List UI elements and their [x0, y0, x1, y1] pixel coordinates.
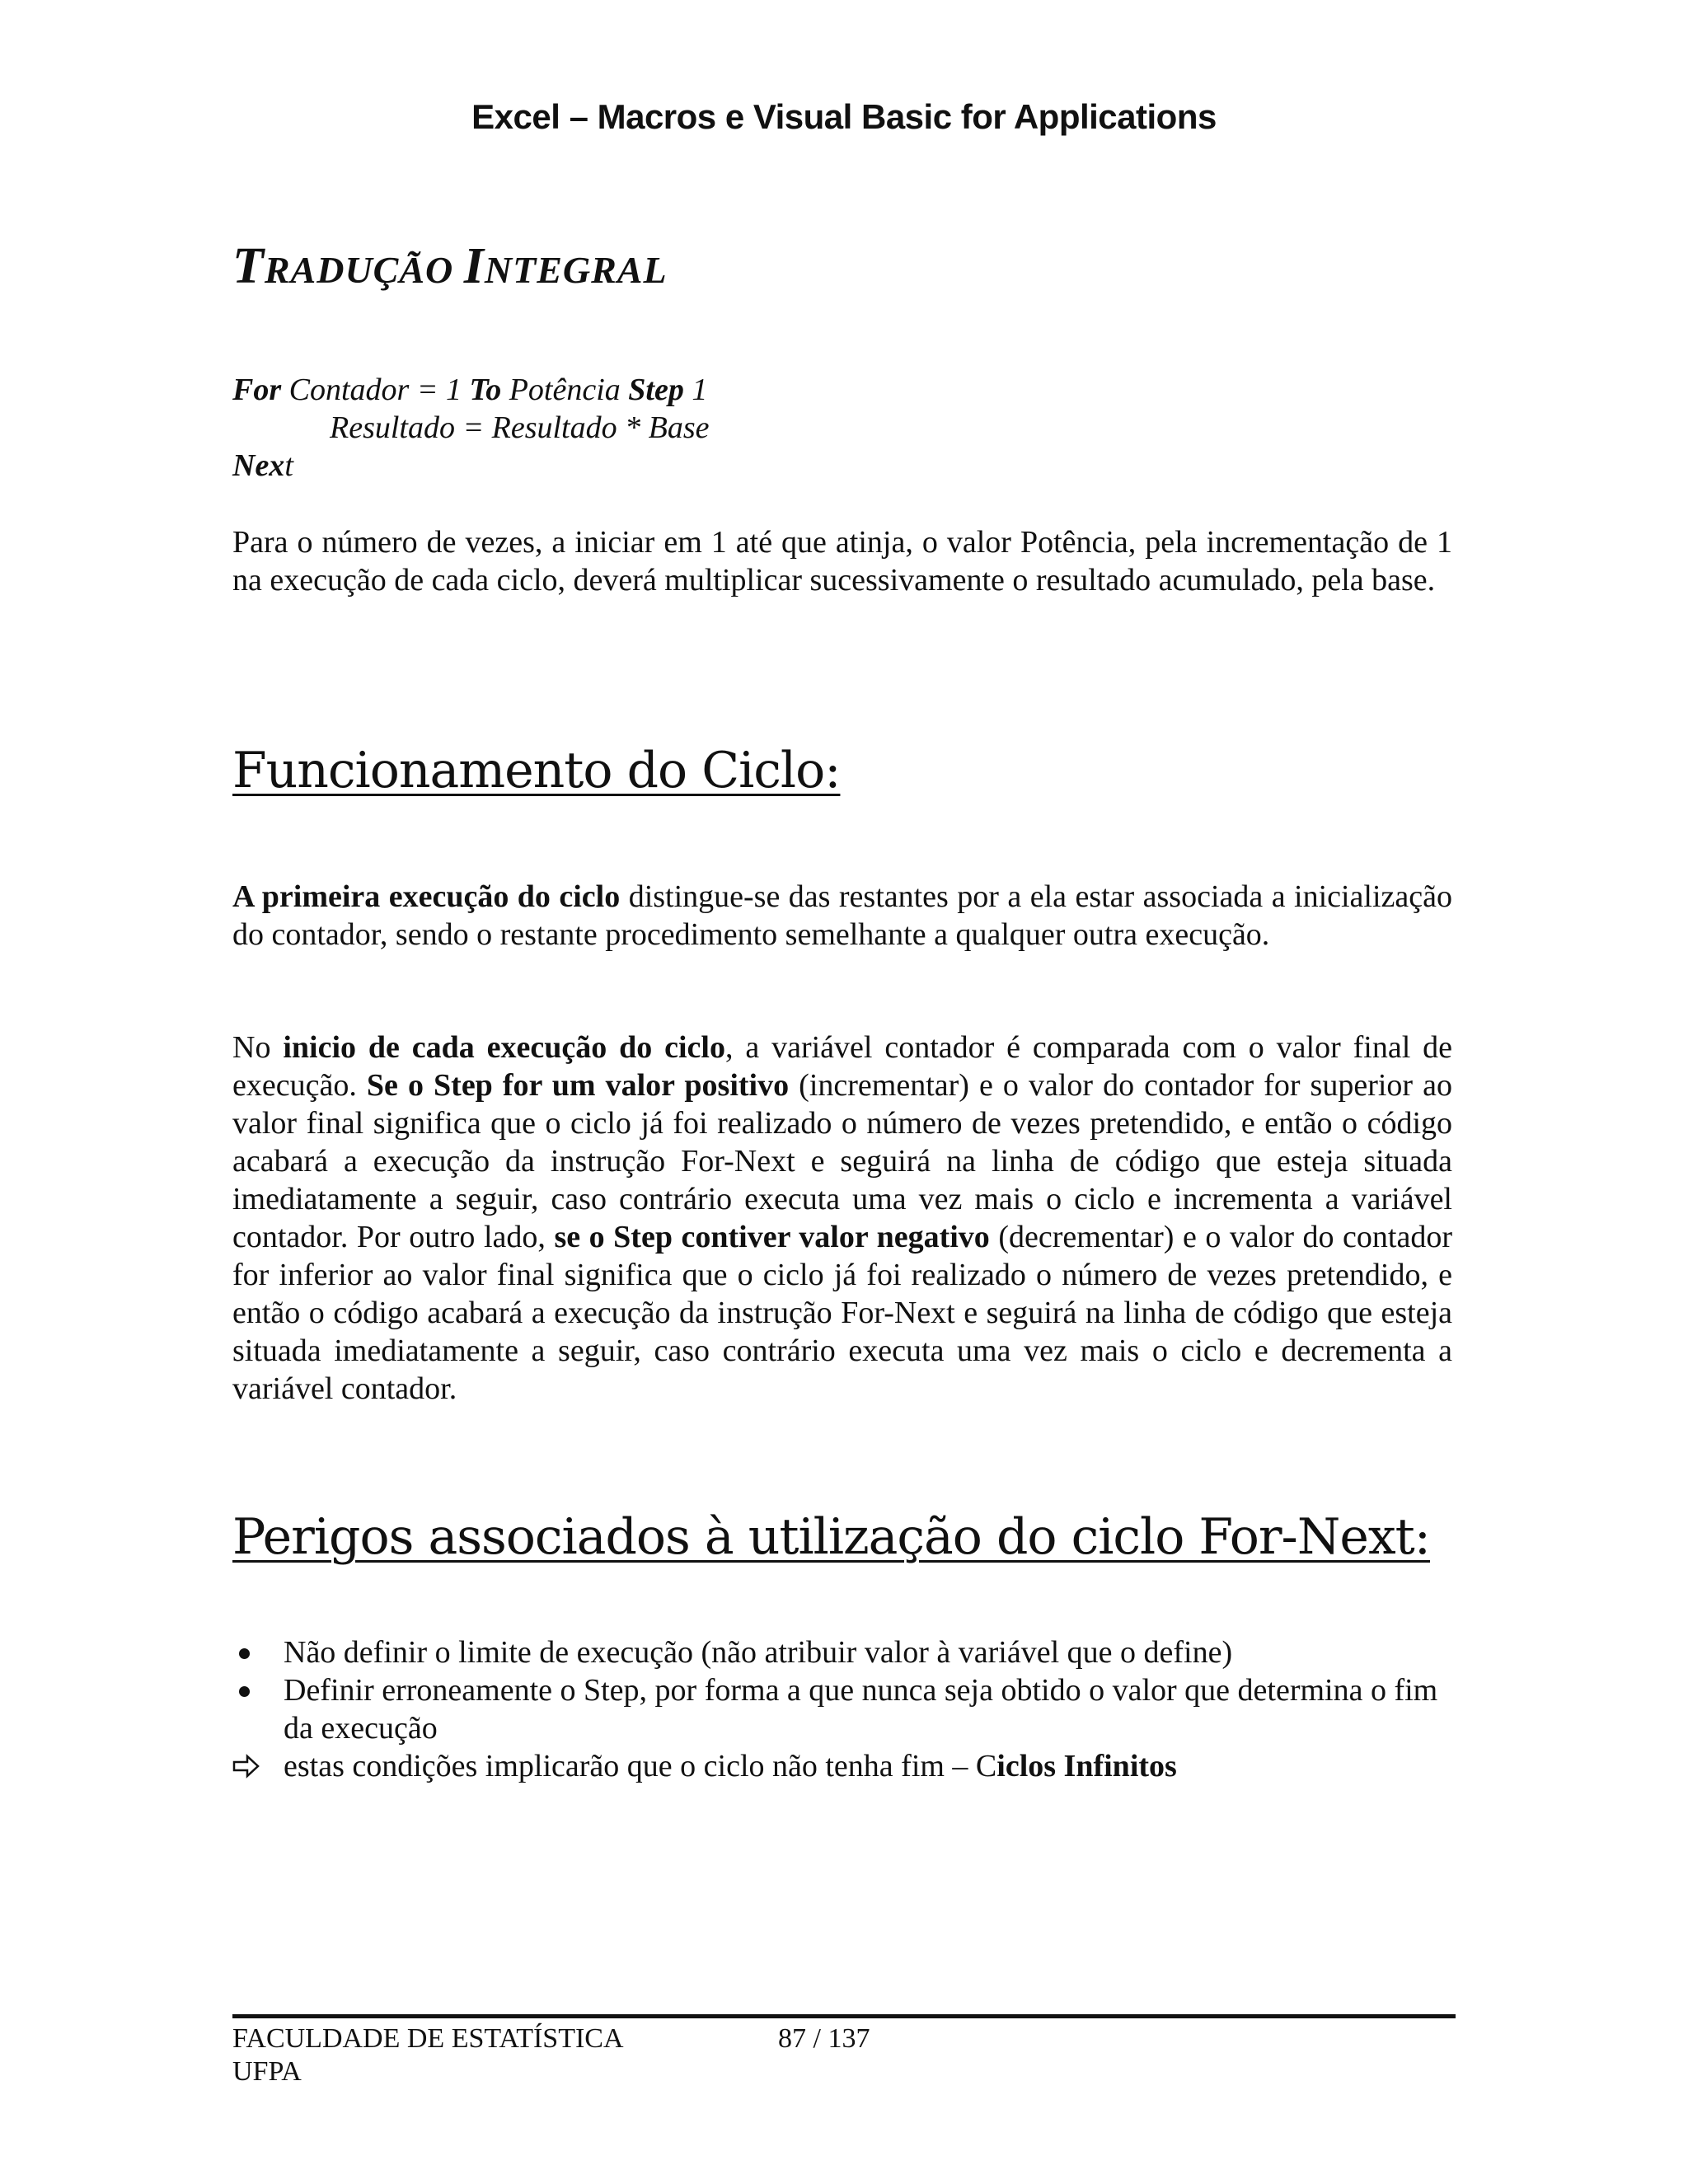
footer-divider — [232, 2014, 1456, 2018]
code-line-body: Resultado = Resultado * Base — [330, 410, 710, 445]
keyword-step: Step — [628, 373, 684, 407]
each-exec-t2: , a variável contador é comparada com o valor final de execução. — [232, 1030, 1452, 1103]
keyword-to: To — [469, 373, 502, 407]
document-header: Excel – Macros e Visual Basic for Applications — [471, 97, 1217, 136]
first-execution-rest: distingue-se das restantes por a ela estar associada a inicialização do contador, sendo o restante procedimento semelhante a qualquer outra execução. — [232, 879, 1452, 952]
code-line-next-tail: t — [284, 448, 293, 483]
code-block — [232, 371, 709, 485]
each-exec-t3: (incrementar) e o valor do contador for superior ao valor final significa que o ciclo já foi realizado o número de vezes pretendido, e então o código acabará a execução da instrução For-Next e seguirá na linha de código que esteja situada imediatamente a seguir, caso contrário executa uma vez mais o ciclo e incrementa a variável contador. Por outro lado, — [232, 1068, 1452, 1254]
bullet-list — [232, 1633, 1452, 1785]
keyword-next: Nex — [232, 448, 285, 483]
paragraph-first-execution — [232, 878, 1452, 954]
code-line-for-part2: Potência — [501, 373, 629, 407]
heading-perigos: Perigos associados à utilização do ciclo For-Next: — [232, 1508, 1430, 1566]
conclusion-text: estas condições implicarão que o ciclo não tenha fim – C — [284, 1749, 997, 1783]
footer-institution-line2: UFPA — [232, 2056, 302, 2087]
section-title — [232, 237, 668, 296]
list-item-conclusion — [232, 1747, 1452, 1785]
list-item — [232, 1633, 1452, 1671]
each-exec-b1: inicio de cada execução do ciclo — [283, 1030, 725, 1065]
section-title-rest-1: RADUÇÃO — [264, 249, 454, 291]
section-title-initial-2: I — [463, 238, 485, 294]
conclusion-bold: iclos Infinitos — [996, 1749, 1177, 1783]
list-item-text: Não definir o limite de execução (não atribuir valor à variável que o define) — [284, 1635, 1233, 1670]
each-exec-b2: Se o Step for um valor positivo — [366, 1068, 790, 1103]
footer-institution-line1: FACULDADE DE ESTATÍSTICA — [232, 2023, 624, 2054]
bullet-dot-icon — [239, 1686, 250, 1697]
list-item — [232, 1671, 1452, 1747]
page-footer — [232, 2022, 1456, 2088]
each-exec-t4: (decrementar) e o valor do contador for inferior ao valor final significa que o ciclo já foi realizado o número de vezes pretendido, e então o código acabará a execução da instrução For-Next e seguirá na linha de código que esteja situada imediatamente a seguir, caso contrário executa uma vez mais o ciclo e decrementa a variável contador. — [232, 1220, 1452, 1406]
page-number: 87 / 137 — [778, 2023, 870, 2054]
bullet-dot-icon — [239, 1648, 250, 1659]
first-execution-bold: A primeira execução do ciclo — [232, 879, 621, 914]
section-title-rest-2: NTEGRAL — [484, 249, 668, 291]
right-arrow-icon — [232, 1754, 260, 1779]
each-exec-b3: se o Step contiver valor negativo — [554, 1220, 990, 1254]
each-exec-t1: No — [232, 1030, 284, 1065]
keyword-for: For — [232, 373, 282, 407]
code-line-for-part3: 1 — [683, 373, 708, 407]
paragraph-each-execution — [232, 1029, 1452, 1408]
code-line-for — [232, 371, 709, 409]
list-item-text: Definir erroneamente o Step, por forma a que nunca seja obtido o valor que determina o fim da execução — [284, 1673, 1438, 1746]
code-line-next — [232, 447, 709, 485]
heading-funcionamento: Funcionamento do Ciclo: — [232, 742, 841, 799]
code-line-for-part1: Contador = 1 — [281, 373, 470, 407]
section-title-initial-1: T — [232, 238, 265, 294]
paragraph-translation: Para o número de vezes, a iniciar em 1 até que atinja, o valor Potência, pela incrementação de 1 na execução de cada ciclo, deverá multiplicar sucessivamente o resultado acumulado, pela base. — [232, 525, 1452, 598]
